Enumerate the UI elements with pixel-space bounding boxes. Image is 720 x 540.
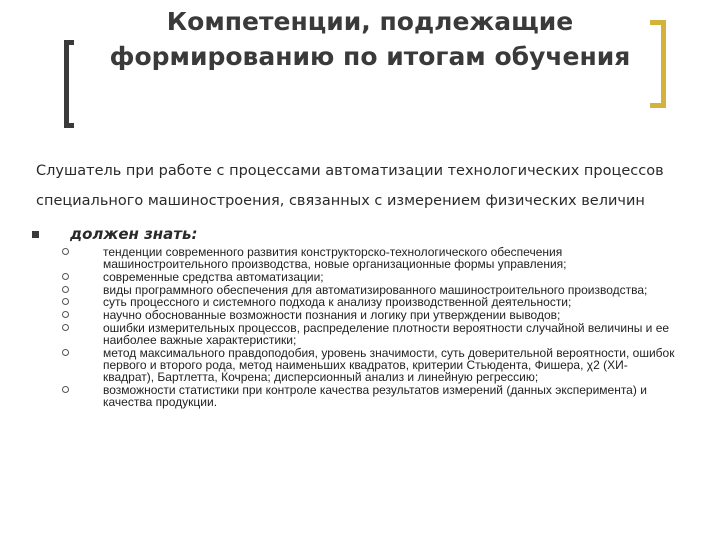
circle-bullet-icon xyxy=(62,311,69,318)
list-item xyxy=(62,284,677,296)
right-bracket-decoration xyxy=(650,20,666,108)
left-bracket-decoration xyxy=(64,40,74,128)
square-bullet-icon xyxy=(32,231,39,238)
list-item-text: метод максимального правдоподобия, уровень значимости, суть доверительной вероятности, ошибок первого и второго рода, метод наименьших квадратов, критерии Стьюдента, Фишера, χ2 (ХИ-квадрат), Бартлетта, Кочрена; дисперсионный анализ и линейную регрессию; xyxy=(103,345,675,385)
slide-title: Компетенции, подлежащие формированию по итогам обучения xyxy=(109,7,631,71)
circle-bullet-icon xyxy=(62,324,69,331)
circle-bullet-icon xyxy=(62,298,69,305)
list-item xyxy=(62,309,677,321)
list-item-text: суть процессного и системного подхода к анализу производственной деятельности; xyxy=(103,295,572,310)
list-item xyxy=(62,296,677,308)
list-item-text: возможности статистики при контроле качества результатов измерений (данных эксперимента) и качества продукции. xyxy=(103,382,647,409)
list-item xyxy=(62,347,677,384)
circle-bullet-icon xyxy=(62,248,69,255)
list-item xyxy=(62,246,677,270)
list-item-text: научно обоснованные возможности познания и логику при утверждении выводов; xyxy=(103,308,561,323)
list-item-text: виды программного обеспечения для автоматизированного машиностроительного производства; xyxy=(103,282,648,297)
list-item-text: ошибки измерительных процессов, распределение плотности вероятности случайной величины и ее наиболее важные характеристики; xyxy=(103,320,670,347)
intro-text: Слушатель при работе с процессами автоматизации технологических процессов специального машиностроения, связанных с измерением физических величин xyxy=(36,163,664,209)
list-item-text: современные средства автоматизации; xyxy=(103,269,324,284)
list-item-text: тенденции современного развития конструкторско-технологического обеспечения машиностроительного производства, новые организационные формы управления; xyxy=(103,245,567,272)
list-item xyxy=(62,322,677,346)
circle-bullet-icon xyxy=(62,286,69,293)
circle-bullet-icon xyxy=(62,273,69,280)
circle-bullet-icon xyxy=(62,386,69,393)
sub-list xyxy=(62,246,677,409)
list-item xyxy=(62,384,677,408)
list-item xyxy=(62,271,677,283)
circle-bullet-icon xyxy=(62,349,69,356)
main-item-label: должен знать: xyxy=(70,225,198,243)
